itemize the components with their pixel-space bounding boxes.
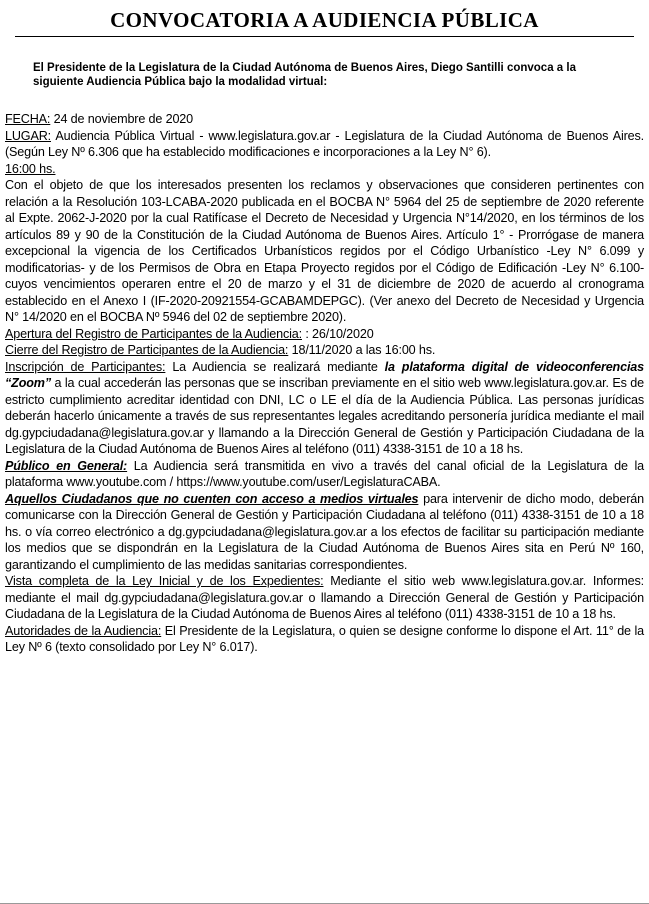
inscripcion-text-2: a la cual accederán las personas que se inscriban previamente en el sitio web www.legislatura.gov.ar. Es de estricto cumplimiento acreditar identidad con DNI, LC o LE el día de la Audiencia Pública. Las personas jurídicas deberán hacerlo únicamente a través de sus representantes legales acreditando personería jurídica mediante el mail dg.gypciudadana@legislatura.gov.ar y llamando a la Dirección General de Gestión y Participación Ciudadana de la Legislatura de la Ciudad Autónoma de Buenos Aires al teléfono (011) 4338-3151 de 10 a 18 hs.: [5, 376, 644, 456]
autoridades-paragraph: [5, 623, 644, 656]
fecha-line: [5, 111, 644, 128]
vista-label: Vista completa de la Ley Inicial y de los Expedientes:: [5, 574, 324, 588]
apertura-line: [5, 326, 644, 343]
page-title: CONVOCATORIA A AUDIENCIA PÚBLICA: [110, 8, 539, 32]
intro-paragraph: El Presidente de la Legislatura de la Ciudad Autónoma de Buenos Aires, Diego Santilli convoca a la siguiente Audiencia Pública bajo la modalidad virtual:: [33, 62, 576, 88]
vista-paragraph: [5, 573, 644, 623]
hora-line: [5, 161, 644, 178]
inscripcion-label: Inscripción de Participantes:: [5, 359, 166, 374]
lugar-value: Audiencia Pública Virtual - www.legislatura.gov.ar - Legislatura de la Ciudad Autónoma de Buenos Aires. (Según Ley Nº 6.306 que ha establecido modificaciones e incorporaciones a la Ley N° 6).: [5, 128, 644, 159]
autoridades-label: Autoridades de la Audiencia:: [5, 623, 162, 638]
ciudadanos-label: Aquellos Ciudadanos que no cuenten con acceso a medios virtuales: [5, 491, 419, 506]
inscripcion-paragraph: [5, 359, 644, 458]
autoridades-value: El Presidente de la Legislatura, o quien se designe conforme lo dispone el Art. 11° de la Ley Nº 6 (texto consolidado por Ley N° 6.017).: [5, 623, 644, 654]
publico-paragraph: [5, 458, 644, 491]
objeto-paragraph: Con el objeto de que los interesados presenten los reclamos y observaciones que consideren pertinentes con relación a la Resolución 103-LCABA-2020 publicada en el BOCBA N° 5964 del 25 de septiembre de 2020 referente al Expte. 2062-J-2020 por la cual Ratifícase el Decreto de Necesidad y Urgencia N°14/2020, en los términos de los artículos 89 y 90 de la Constitución de la Ciudad Autónoma de Buenos Aires. Artículo 1° - Prorrógase de manera excepcional la vigencia de los Certificados Urbanísticos regidos por el Código Urbanístico -Ley N° 6.099 y modificatorias- y de los Permisos de Obra en Etapa Proyecto regidos por el Código de Edificación -Ley N° 6.100- cuyos vencimientos operaren entre el 20 de marzo y el 31 de diciembre de 2020 de acuerdo al cronograma establecido en el Anexo I (IF-2020-20921554-GCABAMDEPGC). (Ver anexo del Decreto de Necesidad y Urgencia N° 14/2020 en el BOCBA Nº 5946 del 02 de septiembre 2020).: [5, 178, 644, 324]
ciudadanos-value: para intervenir de dicho modo, deberán comunicarse con la Dirección General de Gestión y Participación Ciudadana al teléfono (011) 4338-3151 de 10 a 18 hs. o vía correo electrónico a dg.gypciudadana@legislatura.gov.ar a los efectos de facilitar su participación mediante los medios que se dispondrán en la Legislatura de la Ciudad Autónoma de Buenos Aires sita en Perú Nº 160, garantizando el cumplimiento de las medidas sanitarias correspondientes.: [5, 491, 644, 572]
fecha-value: 24 de noviembre de 2020: [50, 112, 194, 126]
cierre-value: 18/11/2020 a las 16:00 hs.: [288, 343, 436, 357]
apertura-value: : 26/10/2020: [301, 326, 374, 341]
inscripcion-text-1: La Audiencia se realizará mediante: [165, 359, 385, 374]
title-underline: [15, 36, 634, 37]
fecha-label: FECHA:: [5, 112, 51, 126]
publico-value: La Audiencia será transmitida en vivo a través del canal oficial de la Legislatura de la plataforma www.youtube.com / https://www.youtube.com/user/LegislaturaCABA.: [5, 458, 644, 489]
hora-value: 16:00 hs.: [5, 161, 56, 176]
inscripcion-emphasis: la plataforma digital de videoconferencias “Zoom”: [5, 359, 645, 390]
document-body: [5, 111, 644, 656]
lugar-label: LUGAR:: [5, 128, 51, 143]
vista-value: Mediante el sitio web www.legislatura.gov.ar. Informes: mediante el mail dg.gypciudadana@legislatura.gov.ar o llamando a Dirección General de Gestión y Participación Ciudadana de la Legislatura de la Ciudad Autónoma de Buenos Aires al teléfono (011) 4338-3151 de 10 a 18 hs.: [5, 574, 644, 621]
ciudadanos-paragraph: [5, 491, 644, 574]
lugar-line: [5, 128, 644, 161]
apertura-label: Apertura del Registro de Participantes de la Audiencia:: [5, 326, 302, 341]
cierre-label: Cierre del Registro de Participantes de la Audiencia:: [5, 343, 289, 357]
publico-label: Público en General:: [5, 458, 128, 473]
cierre-line: [5, 342, 644, 359]
